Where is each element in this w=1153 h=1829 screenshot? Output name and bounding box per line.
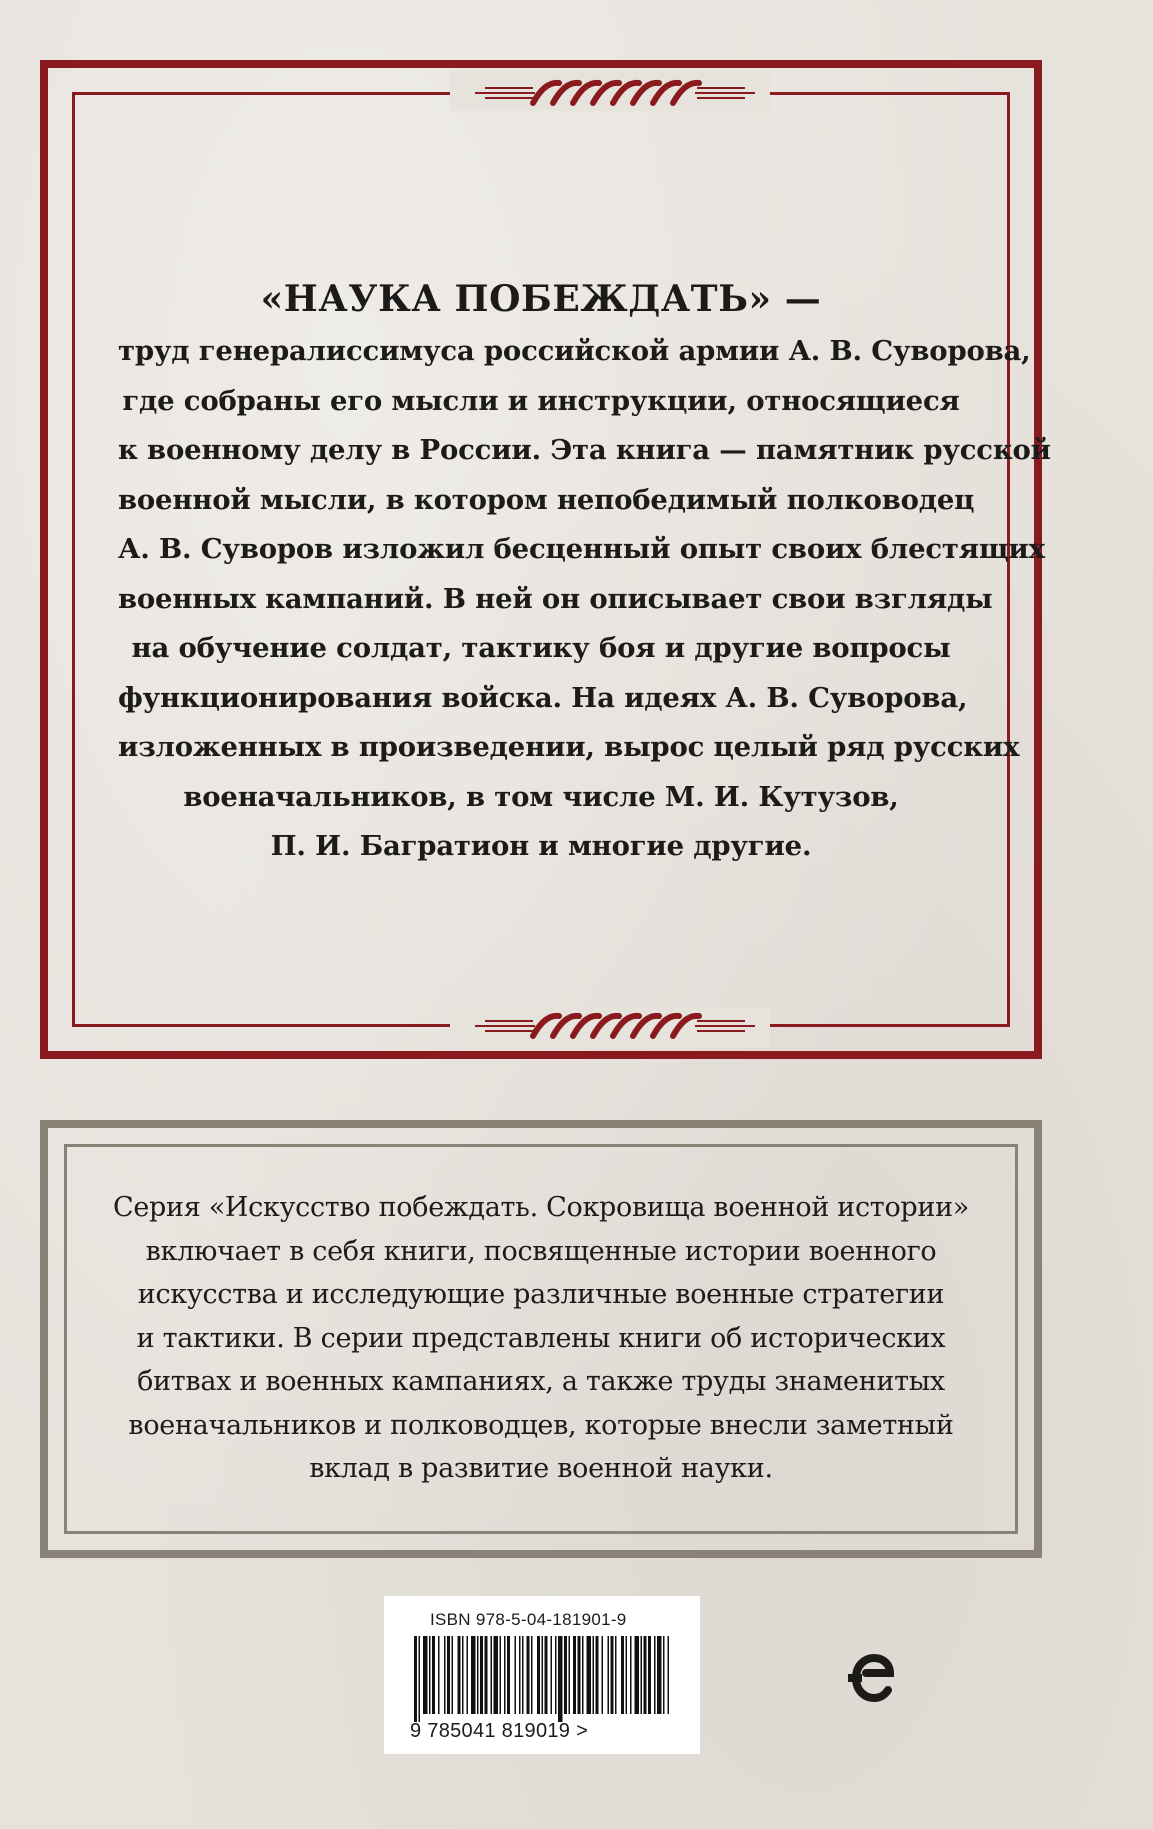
barcode-bar — [480, 1636, 483, 1714]
barcode-bar — [527, 1636, 530, 1714]
barcode-bar — [648, 1636, 651, 1714]
barcode-bar — [611, 1636, 614, 1714]
eksmo-logo-icon — [846, 1652, 896, 1704]
barcode-bar — [578, 1636, 581, 1714]
barcode-bar — [663, 1636, 665, 1714]
barcode-bar — [551, 1636, 553, 1714]
barcode-bar — [626, 1636, 628, 1714]
barcode-bar — [477, 1636, 479, 1714]
barcode-bar — [507, 1636, 510, 1714]
barcode-bar — [429, 1636, 431, 1714]
barcode-bar — [444, 1636, 446, 1714]
series-line: Серия «Искусство побеждать. Сокровища военной истории» — [112, 1192, 969, 1223]
description-frame — [40, 60, 1051, 1059]
series-line: искусства и исследующие различные военные стратегии — [137, 1279, 945, 1310]
barcode-bar — [458, 1636, 461, 1714]
description-line: военных кампаний. В ней он описывает свои взгляды — [118, 582, 993, 615]
series-frame — [40, 1120, 1042, 1558]
barcode-bar — [414, 1636, 417, 1722]
barcode-bar — [471, 1636, 476, 1714]
series-line: битвах и военных кампаниях, а также труды знаменитых — [137, 1366, 945, 1397]
barcode-bar — [635, 1636, 640, 1714]
description-line: к военному делу в России. Эта книга — памятник русской — [118, 434, 1051, 466]
description-line: военачальников, в том числе М. И. Кутузов, — [183, 780, 899, 813]
description-line: А. В. Суворов изложил бесценный опыт своих блестящих — [118, 533, 1045, 565]
barcode-bar — [452, 1636, 454, 1714]
series-line: включает в себя книги, посвященные истории военного — [145, 1235, 937, 1267]
barcode-bar — [569, 1636, 571, 1714]
barcode-digits: 9 785041 819019 > — [410, 1720, 589, 1742]
barcode-bar — [500, 1636, 502, 1714]
rope-ornament-bottom-icon — [475, 1006, 755, 1046]
barcode-bar — [537, 1636, 540, 1714]
barcode-bar — [423, 1636, 428, 1714]
description-line: труд генералиссимуса российской армии А. В. Суворова, — [118, 335, 1031, 367]
barcode-bar — [654, 1636, 656, 1714]
barcode-bar — [494, 1636, 499, 1714]
barcode-bar — [438, 1636, 440, 1714]
barcode-bar — [657, 1636, 662, 1714]
barcode-bar — [573, 1636, 576, 1714]
book-description — [118, 274, 1051, 872]
barcode-bar — [531, 1636, 533, 1714]
series-line: вклад в развитие военной науки. — [309, 1453, 773, 1484]
barcode-bar — [602, 1636, 604, 1714]
barcode-bar — [515, 1636, 517, 1714]
barcode-bar — [462, 1636, 464, 1714]
barcode-bar — [504, 1636, 506, 1714]
barcode-bar — [641, 1636, 643, 1714]
series-line: военачальников и полководцев, которые внесли заметный — [128, 1409, 954, 1441]
isbn-barcode-block — [384, 1596, 700, 1754]
isbn-label: ISBN 978-5-04-181901-9 — [430, 1610, 627, 1629]
barcode-bar — [587, 1636, 592, 1714]
barcode-bar — [558, 1636, 563, 1722]
barcode-bar — [582, 1636, 584, 1714]
barcode-bar — [545, 1636, 548, 1714]
rope-ornament-top-icon — [475, 73, 755, 113]
barcode-icon — [414, 1636, 670, 1722]
barcode-bar — [522, 1636, 524, 1714]
barcode-bar — [447, 1636, 450, 1714]
barcode-bar — [615, 1636, 617, 1714]
description-line: на обучение солдат, тактику боя и другие вопросы — [131, 632, 951, 664]
barcode-bar — [644, 1636, 647, 1714]
barcode-bar — [432, 1636, 435, 1714]
barcode-bar — [621, 1636, 624, 1714]
barcode-bar — [668, 1636, 670, 1714]
description-line: функционирования войска. На идеях А. В. Суворова, — [118, 681, 968, 714]
barcode-bar — [485, 1636, 488, 1714]
barcode-bar — [564, 1636, 567, 1714]
barcode-bar — [419, 1636, 421, 1722]
description-line: П. И. Багратион и многие другие. — [270, 830, 812, 862]
barcode-bar — [542, 1636, 544, 1714]
description-line: где собраны его мысли и инструкции, относящиеся — [122, 384, 960, 417]
barcode-bar — [596, 1636, 599, 1714]
description-line: военной мысли, в котором непобедимый полководец — [118, 483, 975, 516]
barcode-bar — [555, 1636, 557, 1714]
barcode-bar — [467, 1636, 469, 1714]
book-title-heading: «НАУКА ПОБЕЖДАТЬ» — — [260, 278, 822, 320]
series-line: и тактики. В серии представлены книги об исторических — [136, 1322, 946, 1354]
description-line: изложенных в произведении, вырос целый ряд русских — [118, 731, 1020, 763]
barcode-bar — [491, 1636, 493, 1714]
barcode-bar — [593, 1636, 595, 1714]
barcode-bar — [608, 1636, 610, 1714]
barcode-bar — [630, 1636, 632, 1714]
series-description — [88, 1186, 994, 1491]
barcode-bar — [519, 1636, 521, 1714]
